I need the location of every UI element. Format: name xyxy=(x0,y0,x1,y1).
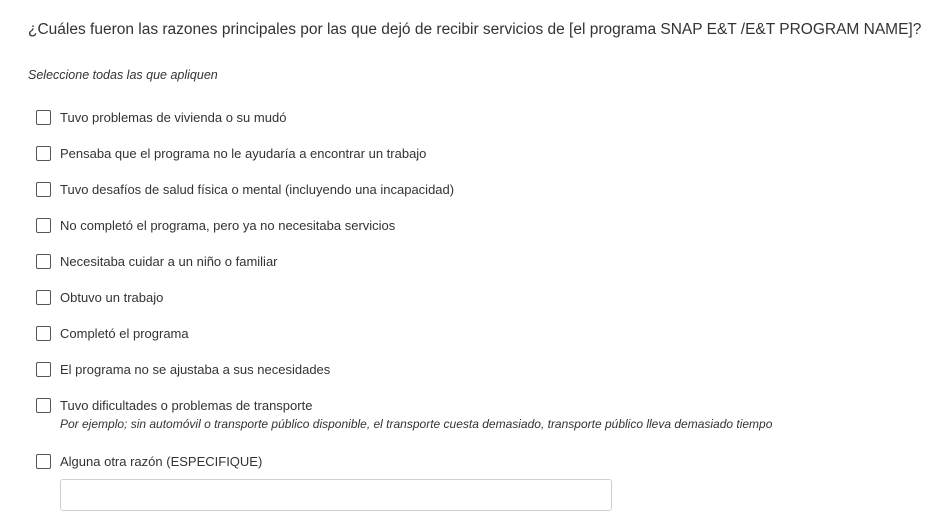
checkbox[interactable] xyxy=(36,326,51,341)
checkbox[interactable] xyxy=(36,146,51,161)
option-label: Pensaba que el programa no le ayudaría a encontrar un trabajo xyxy=(60,146,427,161)
checkbox[interactable] xyxy=(36,362,51,377)
option-label: Necesitaba cuidar a un niño o familiar xyxy=(60,254,278,269)
other-reason-input[interactable] xyxy=(60,479,612,511)
option-label: Tuvo problemas de vivienda o su mudó xyxy=(60,110,287,125)
option-transportation[interactable] xyxy=(36,397,772,435)
option-label: Tuvo dificultades o problemas de transporte xyxy=(60,398,313,413)
option-program-not-helpful[interactable] xyxy=(36,145,426,165)
option-label: Obtuvo un trabajo xyxy=(60,290,164,305)
option-no-longer-needed[interactable] xyxy=(36,217,395,237)
checkbox[interactable] xyxy=(36,182,51,197)
option-note: Por ejemplo; sin automóvil o transporte público disponible, el transporte cuesta demasiado, transporte público lleva demasiado tiempo xyxy=(60,417,773,431)
checkbox[interactable] xyxy=(36,398,51,413)
option-health[interactable] xyxy=(36,181,454,201)
option-not-fit-needs[interactable] xyxy=(36,361,330,381)
option-label: Tuvo desafíos de salud física o mental (incluyendo una incapacidad) xyxy=(60,182,455,197)
option-label: Alguna otra razón (ESPECIFIQUE) xyxy=(60,454,263,469)
checkbox[interactable] xyxy=(36,290,51,305)
option-caregiving[interactable] xyxy=(36,253,278,273)
option-got-job[interactable] xyxy=(36,289,163,309)
instruction-text: Seleccione todas las que apliquen xyxy=(28,68,218,82)
option-housing[interactable] xyxy=(36,109,286,129)
question-text: ¿Cuáles fueron las razones principales por las que dejó de recibir servicios de [el programa SNAP E&T /E&T PROGRAM NAME]? xyxy=(28,21,922,38)
option-label-group xyxy=(60,397,772,433)
checkbox[interactable] xyxy=(36,454,51,469)
option-label: El programa no se ajustaba a sus necesidades xyxy=(60,362,331,377)
checkbox[interactable] xyxy=(36,110,51,125)
option-other[interactable] xyxy=(36,453,262,473)
option-label: Completó el programa xyxy=(60,326,189,341)
option-label: No completó el programa, pero ya no necesitaba servicios xyxy=(60,218,396,233)
checkbox[interactable] xyxy=(36,254,51,269)
checkbox[interactable] xyxy=(36,218,51,233)
option-completed-program[interactable] xyxy=(36,325,189,345)
